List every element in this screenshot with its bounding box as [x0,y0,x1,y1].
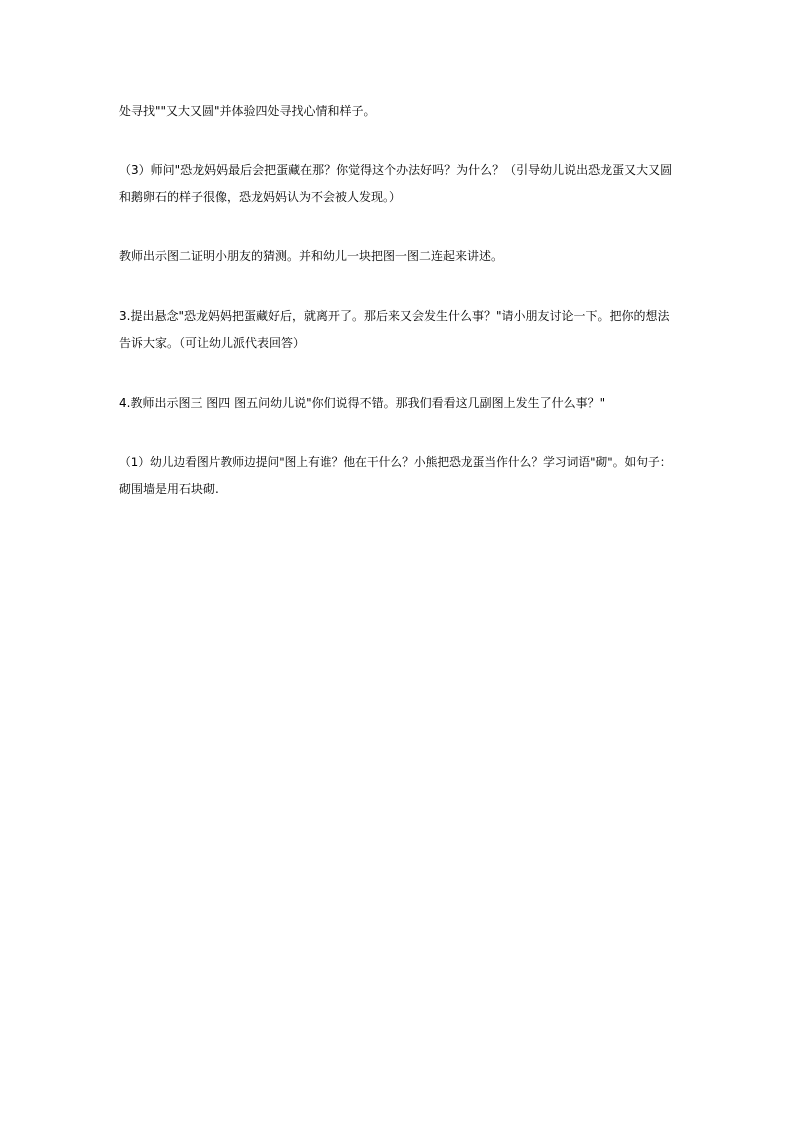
text-line-5: 3.提出悬念"恐龙妈妈把蛋藏好后，就离开了。那后来又会发生什么事？"请小朋友讨论一下。把你的想法 [119,309,670,323]
text-line-7: 4.教师出示图三 图四 图五问幼儿说"你们说得不错。那我们看看这几副图上发生了什么事？" [119,396,606,410]
text-line-2: （3）师问"恐龙妈妈最后会把蛋藏在那？你觉得这个办法好吗？为什么？（引导幼儿说出恐龙蛋又大又圆 [119,163,673,177]
text-line-6: 告诉大家。（可让幼儿派代表回答） [119,336,306,350]
text-line-1: 处寻找""又大又圆"并体验四处寻找心情和样子。 [119,104,376,118]
text-line-9: 砌围墙是用石块砌. [119,482,219,496]
text-line-4: 教师出示图二证明小朋友的猜测。并和幼儿一块把图一图二连起来讲述。 [119,249,504,263]
text-line-8: （1）幼儿边看图片教师边提问"图上有谁？他在干什么？小熊把恐龙蛋当作什么？学习词语"砌"。如句子： [119,455,672,469]
text-line-3: 和鹅卵石的样子很像，恐龙妈妈认为不会被人发现。） [119,190,402,204]
